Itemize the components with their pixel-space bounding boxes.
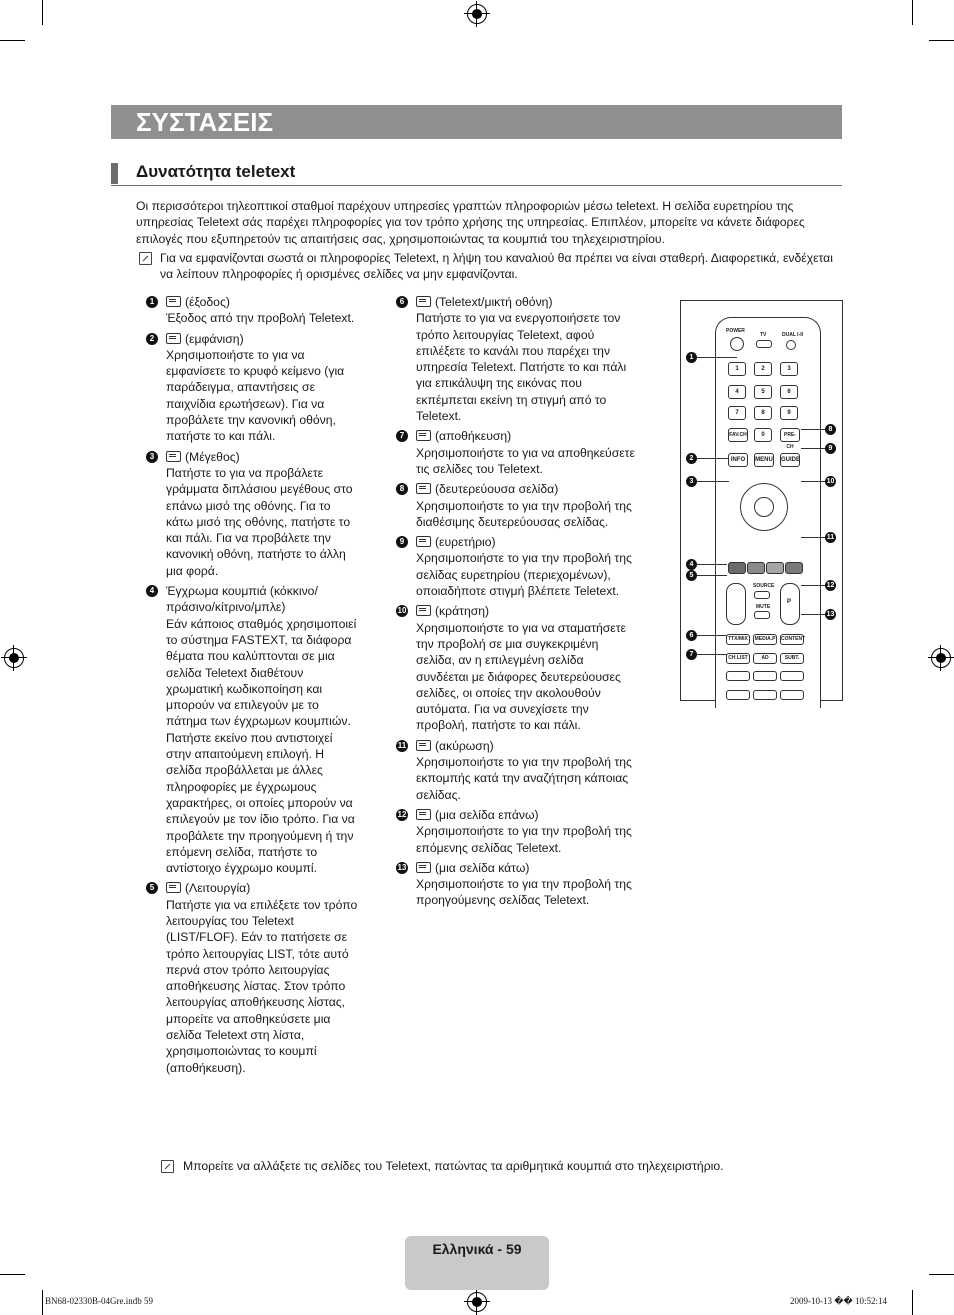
crop-mark [929, 1274, 954, 1275]
item-label: (ακύρωση) [435, 738, 494, 753]
item-number-badge: 3 [146, 451, 158, 463]
ad-button: AD [753, 653, 777, 664]
item-heading [416, 807, 636, 823]
play-button [753, 690, 777, 700]
item-heading [166, 880, 360, 896]
digit-button: 4 [728, 385, 746, 399]
item-number-badge: 7 [396, 430, 408, 442]
callout-badge: 8 [825, 424, 836, 435]
dual-button [786, 340, 796, 350]
teletext-item [396, 294, 636, 424]
section-marker [111, 163, 118, 184]
item-description: Πατήστε για να επιλέξετε τον τρόπο λειτουργίας του Teletext (LIST/FLOF). Εάν το πατήσετε σε τρόπο λειτουργίας LIST, τότε αυτό περνά στον τρόπο λειτουργίας αποθήκευσης λίστας. Στον τρόπο λειτουργίας αποθήκευσης λίστας, μπορείτε να αποθηκεύσετε μια σελίδα Teletext στη λίστα, χρησιμοποιώντας το κουμπί (αποθήκευση). [166, 897, 358, 1075]
callout-line [801, 448, 827, 449]
item-number-badge: 5 [146, 882, 158, 894]
note-paragraph-bottom: Μπορείτε να αλλάξετε τις σελίδες του Teletext, πατώντας τα αριθμητικά κουμπιά στο τηλεχειριστήριο. [183, 1159, 724, 1173]
power-label: POWER [726, 328, 745, 334]
menu-button: MENU [754, 453, 774, 467]
footer-file: BN68-02330B-04Gre.indb 59 [45, 1296, 153, 1306]
item-number-badge: 4 [146, 585, 158, 597]
teletext-item [146, 583, 360, 876]
teletext-key-icon [416, 296, 431, 307]
callout-line [697, 564, 727, 565]
item-label: (δευτερεύουσα σελίδα) [435, 482, 559, 497]
teletext-item [396, 860, 636, 909]
info-button: INFO [728, 453, 748, 467]
callout-line [801, 537, 827, 538]
item-heading [416, 738, 636, 754]
callout-badge: 7 [686, 649, 697, 660]
item-description: Πατήστε το για να προβάλετε γράμματα διπλάσιου μεγέθους στο επάνω μισό της οθόνης. Για το κάτω μισό της οθόνης, πατήστε το και πάλι. Για να προβάλετε την κανονική οθόνη, πατήστε το άλλη μια φορά. [166, 465, 353, 578]
remote-illustration [680, 300, 843, 701]
record-button [726, 690, 750, 700]
volume-rocker [726, 583, 746, 625]
callout-line [801, 585, 827, 586]
item-description: Χρησιμοποιήστε το για την προβολή της προηγούμενης σελίδας Teletext. [416, 877, 632, 908]
callout-badge: 5 [686, 570, 697, 581]
digit-button: 1 [728, 362, 746, 376]
callout-badge: 6 [686, 630, 697, 641]
callout-line [801, 429, 827, 430]
media-p-button: MEDIA.P [753, 634, 777, 645]
registration-mark-icon [467, 4, 487, 24]
callout-badge: 11 [826, 534, 835, 541]
teletext-key-icon [416, 809, 431, 820]
crop-mark [912, 0, 913, 25]
item-label: (εμφάνιση) [185, 331, 244, 346]
item-description: Χρησιμοποιήστε το για να εμφανίσετε το κρυφό κείμενο (για παράδειγμα, απαντήσεις σε παιχνίδια ερωτήσεων). Για να προβάλετε την κανονική οθόνη, πατήστε το και πάλι. [166, 347, 345, 444]
source-button [754, 591, 770, 599]
teletext-item [146, 331, 360, 445]
callout-line [801, 481, 827, 482]
item-label: Έγχρωμα κουμπιά (κόκκινο/πράσινο/κίτρινο/μπλε) [166, 584, 318, 615]
rewind-button [726, 671, 750, 681]
item-number-badge: 12 [397, 809, 407, 819]
color-button-yellow [766, 562, 784, 574]
crop-mark [42, 0, 43, 25]
teletext-item [396, 738, 636, 803]
teletext-item [396, 481, 636, 530]
item-heading [416, 860, 636, 876]
color-button-red [728, 562, 746, 574]
item-label: (Teletext/μικτή οθόνη) [435, 295, 553, 309]
item-heading [416, 534, 636, 550]
item-heading [416, 428, 636, 444]
item-label: (ευρετήριο) [435, 535, 496, 550]
callout-badge: 4 [686, 559, 697, 570]
callout-line [801, 614, 827, 615]
ch-list-button: CH LIST [726, 653, 750, 664]
callout-badge: 10 [826, 478, 835, 485]
digit-button: 2 [754, 362, 772, 376]
note-icon [161, 1160, 174, 1173]
teletext-item [146, 880, 360, 1076]
item-description: Χρησιμοποιήστε το για την προβολή της διαθέσιμης δευτερεύουσας σελίδας. [416, 498, 632, 529]
digit-button: 9 [780, 406, 798, 420]
teletext-item [396, 603, 636, 733]
crop-mark [929, 40, 954, 41]
ttx-mix-button: TTX/MIX [726, 634, 750, 645]
item-label: (μια σελίδα κάτω) [435, 860, 530, 875]
item-label: (Μέγεθος) [185, 449, 240, 464]
page-number: Ελληνικά - 59 [432, 1241, 522, 1257]
teletext-key-icon [416, 483, 431, 494]
item-label: (έξοδος) [185, 295, 230, 309]
item-number-badge: 9 [396, 536, 408, 548]
pre-ch-button: PRE-CH [780, 428, 800, 442]
section-divider [111, 185, 842, 186]
channel-label: P [787, 599, 792, 605]
items-column-right [396, 294, 636, 913]
crop-mark [912, 1290, 913, 1315]
item-heading [166, 583, 360, 616]
note-paragraph: Για να εμφανίζονται σωστά οι πληροφορίες Teletext, η λήψη του καναλιού θα πρέπει να είναι σταθερή. Διαφορετικά, ενδέχεται να λείπουν πληροφορίες ή ορισμένες σελίδες να μην εμφανίζονται. [160, 251, 833, 282]
callout-badge: 13 [826, 611, 835, 618]
item-description: Χρησιμοποιήστε το για την προβολή της επόμενης σελίδας Teletext. [416, 824, 632, 855]
teletext-item [396, 534, 636, 599]
intro-paragraph: Οι περισσότεροι τηλεοπτικοί σταθμοί παρέχουν υπηρεσίες γραπτών πληροφοριών μέσω teletext. Η σελίδα ευρετηρίου της υπηρεσίας Teletext σάς παρέχει πληροφορίες για τον τρόπο χρήσης της υπηρεσίας. Επιπλέον, μπορείτε να κάνετε διάφορες επιλογές που εξυπηρετούν τις απαιτήσεις σας, χρησιμοποιώντας τα κουμπιά του τηλεχειριστηρίου. [136, 199, 805, 246]
teletext-key-icon [416, 605, 431, 616]
digit-button: 8 [754, 406, 772, 420]
item-description: Εάν κάποιος σταθμός χρησιμοποιεί το σύστημα FASTEXT, τα διάφορα θέματα που καλύπτονται σε μια σελίδα Teletext διαθέτουν χρωματική κωδικοποίηση και μπορούν να επιλεγούν με το πάτημα των έγχρωμων κουμπιών. Πατήστε εκείνο που αντιστοιχεί στην απαιτούμενη επιλογή. Η σελίδα προβάλλεται με άλλες πληροφορίες με έγχρωμους χαρακτήρες, οι οποίες μπορούν να επιλεγούν με τον ίδιο τρόπο. Για να προβάλετε την προηγούμενη ή την επόμενη σελίδα, πατήστε το αντίστοιχο έγχρωμο κουμπί. [166, 616, 357, 876]
item-number-badge: 2 [146, 333, 158, 345]
stop-button [780, 690, 804, 700]
chapter-title: ΣΥΣΤΑΣΕΙΣ [136, 107, 274, 137]
item-number-badge: 6 [396, 296, 408, 308]
item-description: Έξοδος από την προβολή Teletext. [166, 311, 355, 326]
item-heading [166, 331, 360, 347]
digit-button: 0 [754, 428, 772, 442]
content-button: CONTENT [780, 634, 804, 645]
teletext-key-icon [416, 536, 431, 547]
item-number-badge: 8 [396, 483, 408, 495]
teletext-item [396, 428, 636, 477]
callout-line [697, 357, 737, 358]
footer-date: 2009-10-13 �� 10:52:14 [790, 1296, 887, 1306]
teletext-key-icon [416, 430, 431, 441]
item-label: (μια σελίδα επάνω) [435, 807, 539, 822]
callout-badge: 12 [826, 582, 835, 589]
callout-line [697, 654, 727, 655]
item-description: Χρησιμοποιήστε το για την προβολή της σελίδας ευρετηρίου (περιεχομένων), οποιαδήποτε στιγμή βλέπετε Teletext. [416, 551, 632, 599]
digit-button: 7 [728, 406, 746, 420]
items-column-left [146, 294, 360, 1080]
digit-button: 6 [780, 385, 798, 399]
callout-badge: 3 [686, 476, 697, 487]
fav-ch-button: FAV.CH [728, 428, 748, 442]
teletext-item [146, 449, 360, 579]
teletext-key-icon [166, 333, 181, 344]
remote-control [715, 317, 821, 708]
pause-button [753, 671, 777, 681]
enter-button [754, 497, 774, 517]
item-label: (Λειτουργία) [185, 881, 251, 896]
item-heading [416, 481, 636, 497]
callout-badge: 9 [825, 443, 836, 454]
chapter-title-bar [111, 105, 842, 139]
item-number-badge: 11 [397, 740, 407, 750]
page-number-tab [405, 1236, 549, 1290]
item-label: (αποθήκευση) [435, 429, 512, 444]
item-description: Χρησιμοποιήστε το για την προβολή της εκπομπής κατά την αναζήτηση κάποιας σελίδας. [416, 755, 632, 802]
item-number-badge: 13 [397, 862, 407, 872]
crop-mark [0, 40, 25, 41]
digit-button: 3 [780, 362, 798, 376]
power-button [730, 337, 744, 351]
item-heading [416, 603, 636, 619]
callout-line [697, 635, 727, 636]
subt-button: SUBT. [780, 653, 804, 664]
crop-mark [42, 1290, 43, 1315]
crop-mark [0, 1274, 25, 1275]
callout-badge: 2 [686, 453, 697, 464]
fast-forward-button [780, 671, 804, 681]
digit-button: 5 [754, 385, 772, 399]
item-label: (κράτηση) [435, 604, 490, 619]
teletext-item [146, 294, 360, 327]
registration-mark-icon [4, 648, 24, 668]
mute-button [754, 611, 770, 619]
item-description: Χρησιμοποιήστε το για να αποθηκεύσετε τις σελίδες του Teletext. [416, 445, 635, 476]
mute-label: MUTE [756, 604, 771, 610]
callout-line [697, 481, 729, 482]
source-label: SOURCE [753, 583, 775, 589]
callout-line [697, 458, 729, 459]
tv-button [756, 340, 772, 348]
color-button-green [747, 562, 765, 574]
teletext-key-icon [416, 740, 431, 751]
dual-label: DUAL I-II [782, 332, 804, 338]
registration-mark-icon [931, 648, 951, 668]
item-heading [166, 294, 360, 310]
item-heading [416, 294, 636, 310]
callout-badge: 1 [686, 352, 697, 363]
item-description: Πατήστε το για να ενεργοποιήσετε τον τρόπο λειτουργίας Teletext, αφού επιλέξετε το κανάλι που παρέχει την υπηρεσία Teletext. Πατήστε το και πάλι για επικάλυψη της εικόνας που εκπέμπεται εκείνη τη στιγμή από το Teletext. [416, 311, 627, 424]
item-heading [166, 449, 360, 465]
tv-label: TV [760, 332, 767, 338]
callout-line [697, 575, 727, 576]
color-button-blue [785, 562, 803, 574]
teletext-key-icon [166, 296, 181, 307]
section-title: Δυνατότητα teletext [136, 162, 296, 181]
teletext-key-icon [166, 451, 181, 462]
guide-button: GUIDE [780, 453, 800, 467]
item-description: Χρησιμοποιήστε το για να σταματήσετε την προβολή σε μια συγκεκριμένη σελίδα, αν η επιλεγμένη σελίδα συνδέεται με διάφορες δευτερεύουσες σελίδες, οι οποίες την ακολουθούν αυτόματα. Για να συνεχίσετε την προβολή, πατήστε το και πάλι. [416, 620, 626, 733]
note-icon [139, 252, 152, 265]
item-number-badge: 1 [146, 296, 158, 308]
registration-mark-icon [467, 1292, 487, 1312]
teletext-key-icon [416, 862, 431, 873]
teletext-key-icon [166, 882, 181, 893]
teletext-item [396, 807, 636, 856]
item-number-badge: 10 [397, 606, 407, 616]
